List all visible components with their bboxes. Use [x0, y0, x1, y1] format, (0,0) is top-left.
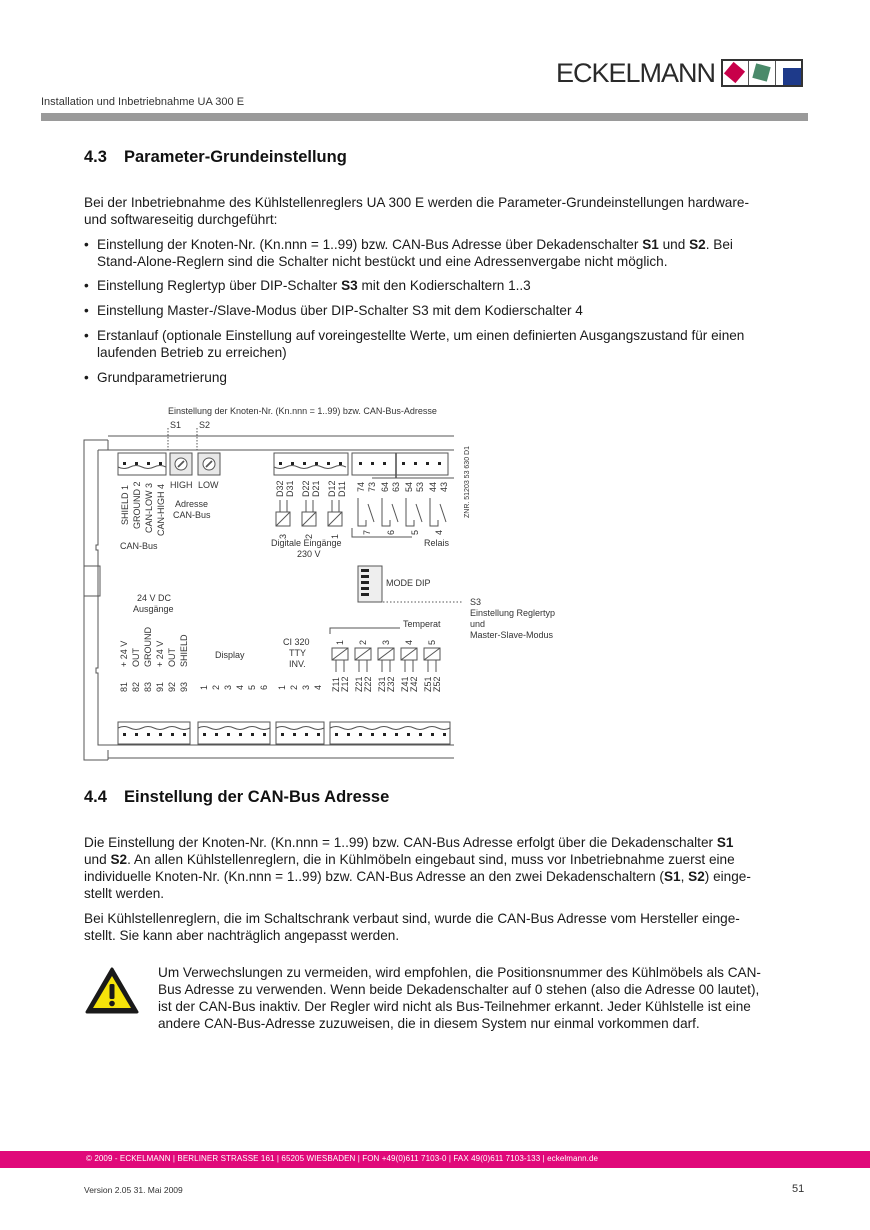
section-heading-4-3	[84, 148, 347, 167]
mode-dip-label: MODE DIP	[386, 578, 431, 588]
pin-label: Z52	[432, 676, 442, 692]
bold-s3: S3	[341, 278, 358, 293]
paragraph-text: stellt werden.	[84, 886, 165, 901]
pin-number: 2	[211, 684, 221, 690]
pin-number: 2	[289, 684, 299, 690]
warning-line: andere CAN-Bus-Adresse zuzuweisen, die in diesem System nur einmal vorkommen darf.	[158, 1016, 700, 1031]
pin-label: Z21	[354, 676, 364, 692]
s2-label: S2	[199, 420, 211, 430]
pin-label: 44	[428, 481, 438, 492]
pin-number: 93	[179, 681, 189, 692]
node-address-caption: Einstellung der Knoten-Nr. (Kn.nnn = 1..99) bzw. CAN-Bus-Adresse	[168, 406, 437, 416]
warning-triangle-icon	[84, 966, 140, 1016]
low-label: LOW	[198, 480, 219, 490]
pin-number: 5	[247, 684, 257, 690]
pin-label: D12	[327, 480, 337, 497]
pin-label: OUT	[167, 648, 177, 667]
temperature-label: Temperat	[403, 619, 441, 629]
pin-number: 82	[131, 681, 141, 692]
ci320-label: CI 320	[283, 637, 310, 647]
pin-number: 1	[277, 684, 287, 690]
pin-label: OUT	[131, 648, 141, 667]
pin-label: Z42	[409, 676, 419, 692]
s3-desc: und	[470, 619, 486, 629]
pin-label: SHIELD 1	[120, 484, 130, 525]
pin-label: + 24 V	[155, 640, 165, 667]
logo-text: ECKELMANN	[556, 58, 716, 88]
pin-number: 4	[434, 529, 444, 535]
pin-label: D32	[275, 480, 285, 497]
pin-number: 5	[427, 639, 437, 645]
pin-number: 6	[386, 529, 396, 535]
voltage-label: 230 V	[297, 549, 321, 559]
paragraph-text: Die Einstellung der Knoten-Nr. (Kn.nnn = 1..99) bzw. CAN-Bus Adresse erfolgt über die Dekadenschalter	[84, 835, 717, 850]
pin-label: 73	[367, 481, 377, 492]
pin-number: 91	[155, 681, 165, 692]
warning-line: ist der CAN-Bus inaktiv. Der Regler wird nicht als Bus-Teilnehmer erkannt. Jeder Kühlstelle ist eine	[158, 999, 751, 1014]
paragraph-text: ,	[680, 869, 689, 884]
section-number: 4.3	[84, 148, 107, 166]
intro-line: Bei der Inbetriebnahme des Kühlstellenreglers UA 300 E werden die Parameter-Grundeinstellungen hardware-	[84, 195, 749, 210]
bullet-text: und	[658, 237, 690, 252]
pin-label: 63	[391, 481, 401, 492]
pin-label: 53	[415, 481, 425, 492]
pin-label: + 24 V	[119, 640, 129, 667]
adresse-label: Adresse	[175, 499, 209, 509]
pin-label: SHIELD	[179, 634, 189, 667]
pin-label: Z11	[331, 677, 341, 692]
section-title: Einstellung der CAN-Bus Adresse	[124, 788, 390, 806]
section-title: Parameter-Grundeinstellung	[124, 148, 347, 166]
bullet-text: . Bei	[705, 237, 733, 252]
znr-label: ZNR. 51203 53 630 D1	[464, 446, 471, 518]
pin-number: 1	[330, 533, 340, 539]
pin-number: 5	[410, 529, 420, 535]
bullet-text: laufenden Betrieb zu erreichen)	[97, 345, 287, 360]
pin-label: D31	[285, 480, 295, 497]
bold-s1: S1	[663, 869, 681, 884]
pin-label: 74	[356, 481, 366, 492]
pin-label: D11	[337, 481, 347, 497]
pin-number: 83	[143, 681, 153, 692]
warning-line: Bus Adresse zu verwenden. Wenn beide Dekadenschalter auf 0 stehen (also die Adresse 00 lautet),	[158, 982, 760, 997]
header-divider	[41, 113, 808, 121]
inv-label: INV.	[289, 659, 306, 669]
pin-label: Z51	[423, 676, 433, 692]
factory-address-paragraph	[84, 910, 814, 944]
pin-number: 6	[259, 684, 269, 690]
document-title: Installation und Inbetriebnahme UA 300 E	[41, 96, 245, 108]
pin-label: Z41	[400, 676, 410, 692]
pin-number: 3	[278, 533, 288, 539]
paragraph-text: und	[84, 852, 111, 867]
tty-label: TTY	[289, 648, 306, 658]
bullet-text: Einstellung der Knoten-Nr. (Kn.nnn = 1..99) bzw. CAN-Bus Adresse über Dekadenschalter	[97, 237, 643, 252]
canbus-label: CAN-Bus	[120, 541, 158, 551]
section-heading-4-4	[84, 788, 389, 807]
paragraph-text: . An allen Kühlstellenreglern, die in Kühlmöbeln eingebaut sind, muss vor Inbetriebnahme zuerst eine	[127, 852, 735, 867]
eckelmann-logo	[556, 58, 803, 88]
pin-label: GROUND 2	[132, 481, 142, 529]
bullet-text: Stand-Alone-Reglern sind die Schalter nicht bestückt und eine Adressenvergabe nicht möglich.	[97, 254, 668, 269]
dc-label: 24 V DC	[137, 593, 172, 603]
bullet-item	[84, 236, 817, 270]
controller-outline-graphic	[82, 400, 582, 780]
bold-s2: S2	[688, 869, 705, 884]
pin-label: CAN-LOW 3	[144, 482, 154, 533]
pin-label: Z31	[377, 676, 387, 692]
bold-s1: S1	[642, 237, 659, 252]
paragraph-text: Bei Kühlstellenreglern, die im Schaltschrank verbaut sind, wurde die CAN-Bus Adresse vom Hersteller einge-	[84, 911, 740, 926]
high-label: HIGH	[170, 480, 193, 490]
pin-label: 54	[404, 481, 414, 492]
pin-label: Z22	[363, 676, 373, 692]
dc-outputs-label: Ausgänge	[133, 604, 174, 614]
bullet-item	[84, 369, 817, 386]
pin-number: 4	[235, 684, 245, 690]
bold-s2: S2	[689, 237, 706, 252]
s1-label: S1	[170, 420, 182, 430]
pin-number: 4	[313, 684, 323, 690]
bullet-item	[84, 327, 817, 361]
intro-paragraph	[84, 194, 814, 228]
pin-label: GROUND	[143, 627, 153, 667]
section-number: 4.4	[84, 788, 107, 806]
bullet-text: Einstellung Reglertyp über DIP-Schalter	[97, 278, 342, 293]
terminal-wiring-diagram	[82, 400, 582, 780]
bullet-text: • Erstanlauf (optionale Einstellung auf voreingestellte Werte, um einen definierten Ausgangszustand für einen	[97, 328, 745, 343]
bold-s2: S2	[110, 852, 128, 867]
pin-label: D21	[311, 480, 321, 497]
pin-number: 3	[301, 684, 311, 690]
bullet-item	[84, 302, 817, 319]
pin-number: 1	[199, 684, 209, 690]
warning-line: Um Verwechslungen zu vermeiden, wird empfohlen, die Positionsnummer des Kühlmöbels als CAN-	[158, 965, 761, 980]
paragraph-text: stellt. Sie kann aber nachträglich angepasst werden.	[84, 928, 400, 943]
pin-number: 2	[358, 639, 368, 645]
canbus-adresse-label: CAN-Bus	[173, 510, 211, 520]
pin-number: 3	[381, 639, 391, 645]
pin-number: 2	[304, 533, 314, 539]
footer-contact: © 2009 - ECKELMANN | BERLINER STRASSE 161 | 65205 WIESBADEN | FON +49(0)611 7103-0 | FAX 49(0)611 7103-133 | eckelmann.de	[86, 1154, 599, 1163]
pin-number: 3	[223, 684, 233, 690]
pin-label: D22	[301, 480, 311, 497]
s3-desc: Master-Slave-Modus	[470, 630, 554, 640]
pin-number: 1	[335, 639, 345, 645]
pin-label: Z12	[340, 676, 350, 692]
bullet-text: Einstellung Master-/Slave-Modus über DIP-Schalter S3 mit dem Kodierschalter 4	[97, 303, 583, 318]
digital-inputs-label: Digitale Eingänge	[271, 538, 342, 548]
pin-number: 7	[362, 529, 372, 535]
s3-desc: Einstellung Reglertyp	[470, 608, 556, 618]
pin-label: 64	[380, 481, 390, 492]
pin-label: 43	[439, 481, 449, 492]
warning-text	[158, 964, 818, 1032]
bullet-text: Grundparametrierung	[97, 370, 227, 385]
paragraph-text: ) einge-	[704, 869, 751, 884]
intro-line: und softwareseitig durchgeführt:	[84, 212, 278, 227]
page-number: 51	[792, 1183, 805, 1195]
pin-number: 92	[167, 681, 177, 692]
pin-number: 81	[119, 681, 129, 692]
bold-s1: S1	[716, 835, 734, 850]
bullet-text: mit den Kodierschaltern 1..3	[357, 278, 531, 293]
relais-label: Relais	[424, 538, 450, 548]
display-label: Display	[215, 650, 245, 660]
can-address-paragraph	[84, 834, 814, 902]
pin-label: CAN-HIGH 4	[156, 483, 166, 536]
logo-squares-icon	[721, 59, 803, 87]
paragraph-text: individuelle Knoten-Nr. (Kn.nnn = 1..99) bzw. CAN-Bus Adresse an den zwei Dekadenschaltern (	[84, 869, 664, 884]
version-date: Version 2.05 31. Mai 2009	[84, 1185, 183, 1195]
pin-number: 4	[404, 639, 414, 645]
s3-label: S3	[470, 597, 482, 607]
bullet-item	[84, 277, 817, 294]
pin-label: Z32	[386, 676, 396, 692]
